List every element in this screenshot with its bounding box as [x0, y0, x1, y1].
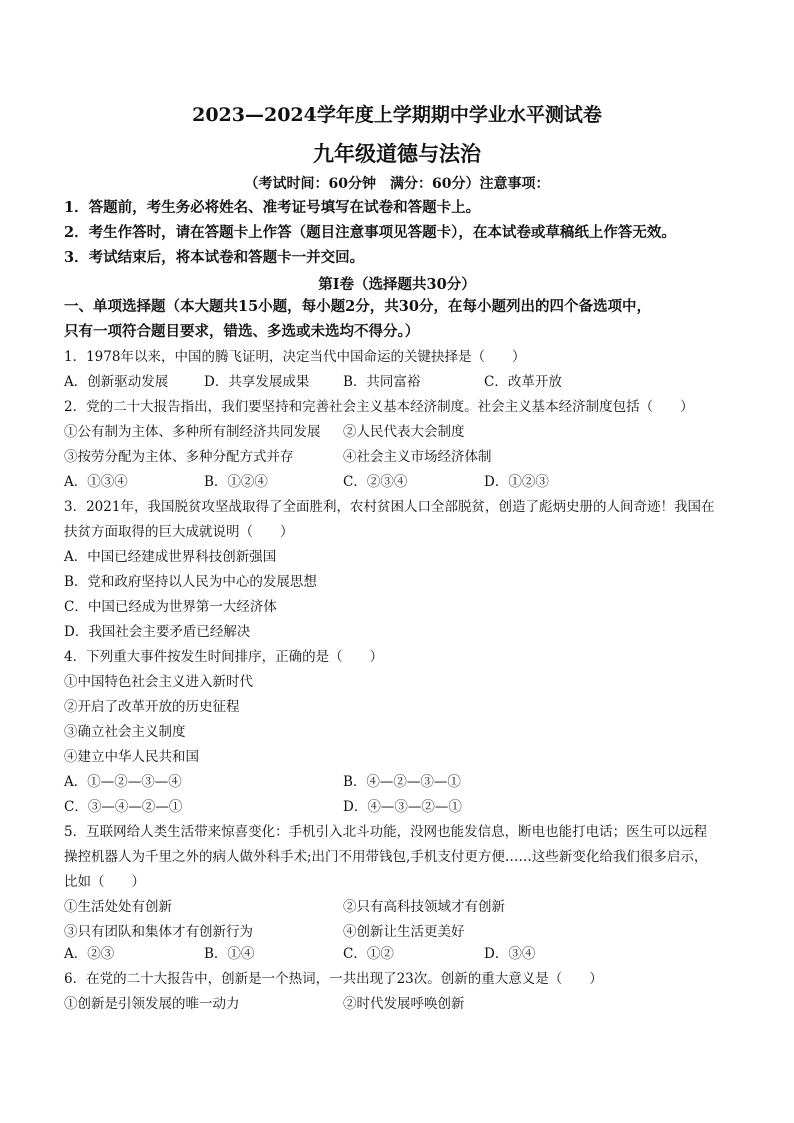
note-3: 3．考试结束后，将本试卷和答题卡一并交回。: [64, 249, 365, 266]
q1-option: D．共享发展成果: [204, 374, 310, 390]
q3-option: D．我国社会主要矛盾已经解决: [64, 624, 251, 640]
q5-stem-2: 操控机器人为千里之外的病人做外科手术;出门不用带钱包,手机支付更方便……这些新变化给我们很多启示，: [64, 849, 708, 865]
q2-item: ③按劳分配为主体、多种分配方式并存: [64, 449, 294, 465]
q5-item: ②只有高科技领域才有创新: [343, 899, 505, 915]
q4-item: ④建立中华人民共和国: [64, 749, 199, 765]
q2-option: B．①②④: [204, 474, 268, 490]
q5-item: ③只有团队和集体才有创新行为: [64, 924, 253, 940]
q6-item: ①创新是引领发展的唯一动力: [64, 996, 240, 1012]
q2-option: D．①②③: [484, 474, 549, 490]
q2-item: ④社会主义市场经济体制: [343, 449, 492, 465]
q4-item: ②开启了改革开放的历史征程: [64, 699, 240, 715]
q1-option: B．共同富裕: [343, 374, 421, 390]
q2-option: A．①③④: [64, 474, 128, 490]
q3-stem-1: 3．2021年，我国脱贫攻坚战取得了全面胜利，农村贫困人口全部脱贫，创造了彪炳史册的人间奇迹！我国在: [64, 499, 715, 515]
exam-title: 2023—2024学年度上学期期中学业水平测试卷: [192, 104, 602, 126]
section-title: 第Ⅰ卷（选择题共30分）: [318, 276, 476, 293]
exam-subject: 九年级道德与法治: [313, 141, 481, 166]
note-2: 2．考生作答时，请在答题卡上作答（题目注意事项见答题卡），在本试卷或草稿纸上作答无效。: [64, 224, 676, 241]
q2-item: ②人民代表大会制度: [343, 424, 465, 440]
q3-option: C．中国已经成为世界第一大经济体: [64, 599, 277, 615]
q5-option: D．③④: [484, 946, 536, 962]
q1-option: C．改革开放: [484, 374, 562, 390]
q3-option: B．党和政府坚持以人民为中心的发展思想: [64, 574, 317, 590]
q1-stem: 1．1978年以来，中国的腾飞证明，决定当代中国命运的关键抉择是（ ）: [64, 349, 526, 365]
q5-option: B．①④: [204, 946, 255, 962]
q5-option: A．②③: [64, 946, 115, 962]
q1-option: A．创新驱动发展: [64, 374, 169, 390]
q4-item: ①中国特色社会主义进入新时代: [64, 674, 253, 690]
q3-stem-2: 扶贫方面取得的巨大成就说明（ ）: [64, 524, 294, 540]
q2-item: ①公有制为主体、多种所有制经济共同发展: [64, 424, 321, 440]
q3-option: A．中国已经建成世界科技创新强国: [64, 549, 277, 565]
q4-option: C．③—④—②—①: [64, 799, 183, 815]
q5-stem-1: 5．互联网给人类生活带来惊喜变化：手机引入北斗功能，没网也能发信息，断电也能打电话；医生可以远程: [64, 824, 708, 840]
q5-stem-3: 比如（ ）: [64, 874, 145, 890]
q5-item: ①生活处处有创新: [64, 899, 172, 915]
q2-option: C．②③④: [343, 474, 408, 490]
q4-option: A．①—②—③—④: [64, 774, 182, 790]
q5-option: C．①②: [343, 946, 394, 962]
q4-option: D．④—③—②—①: [343, 799, 462, 815]
q4-stem: 4．下列重大事件按发生时间排序，正确的是（ ）: [64, 649, 384, 665]
q6-item: ②时代发展呼唤创新: [343, 996, 465, 1012]
part1-instruction-2: 只有一项符合题目要求，错选、多选或未选均不得分。）: [64, 323, 420, 340]
q4-option: B．④—②—③—①: [343, 774, 461, 790]
q4-item: ③确立社会主义制度: [64, 724, 186, 740]
part1-instruction-1: 一、单项选择题（本大题共15小题，每小题2分，共30分，在每小题列出的四个备选项中，: [64, 298, 651, 315]
exam-info: （考试时间：60分钟 满分：60分）注意事项：: [244, 176, 550, 192]
note-1: 1．答题前，考生务必将姓名、准考证号填写在试卷和答题卡上。: [64, 199, 481, 216]
q6-stem: 6．在党的二十大报告中，创新是一个热词，一共出现了23次。创新的重大意义是（ ）: [64, 971, 603, 987]
q2-stem: 2．党的二十大报告指出，我们要坚持和完善社会主义基本经济制度。社会主义基本经济制度包括（ ）: [64, 399, 694, 415]
q5-item: ④创新让生活更美好: [343, 924, 465, 940]
